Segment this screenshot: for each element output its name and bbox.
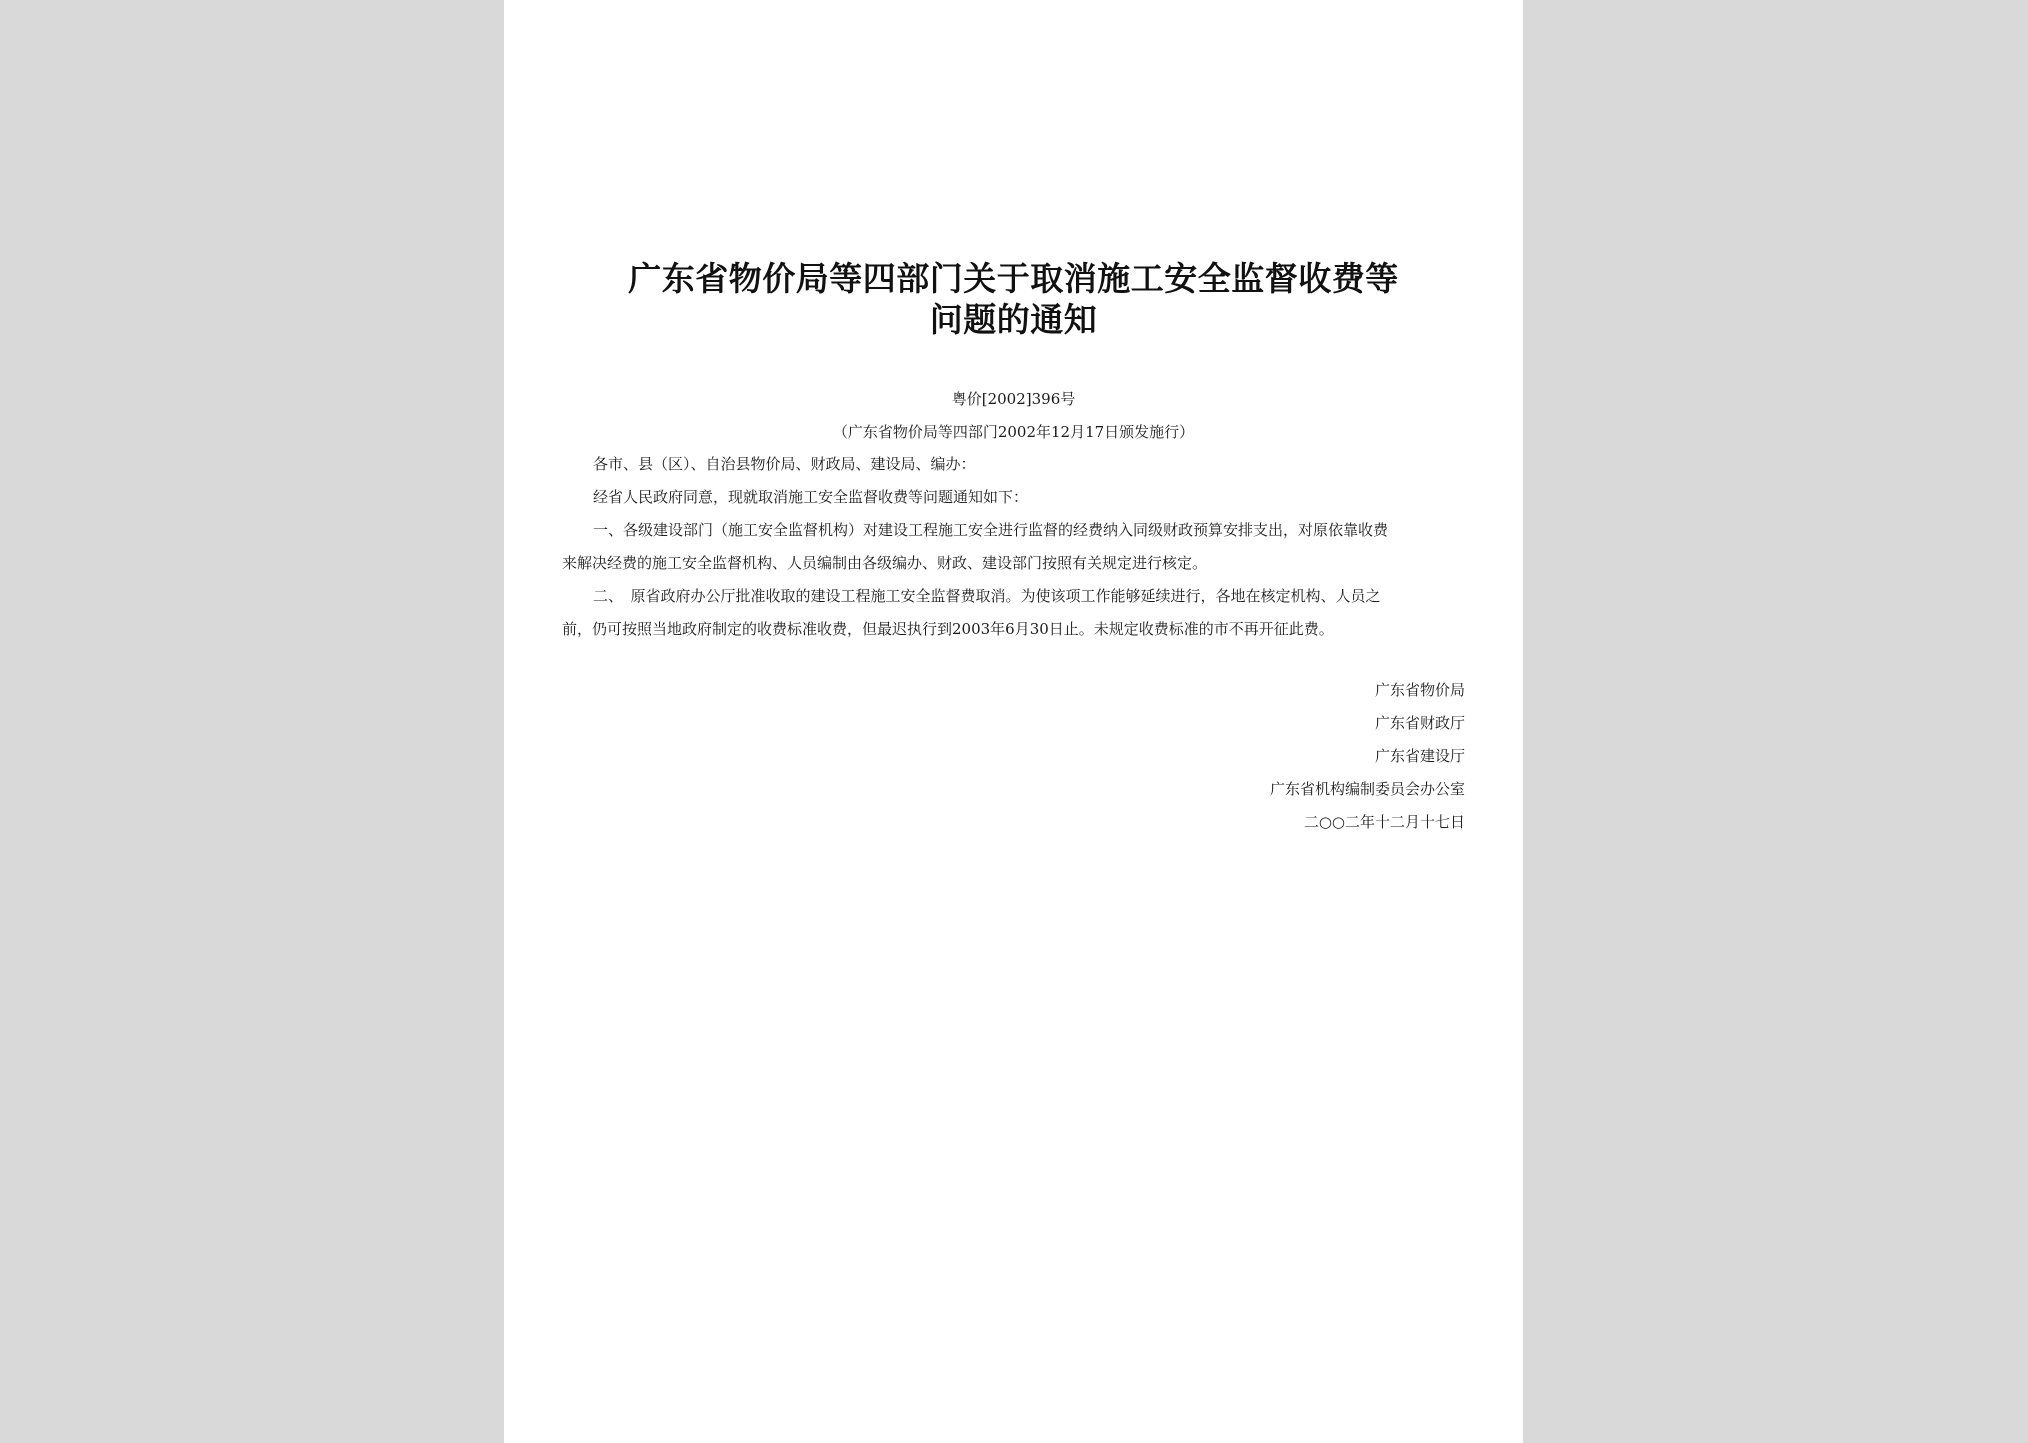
salutation: 各市、县（区）、自治县物价局、财政局、建设局、编办：	[593, 455, 976, 473]
signature-construction-dept: 广东省建设厅	[1374, 747, 1465, 765]
intro-paragraph: 经省人民政府同意，现就取消施工安全监督收费等问题通知如下：	[593, 488, 1029, 506]
item-1-line-2: 来解决经费的施工安全监督机构、人员编制由各级编办、财政、建设部门按照有关规定进行核定。	[562, 554, 1208, 572]
issue-info: （广东省物价局等四部门2002年12月17日颁发施行）	[832, 423, 1195, 441]
title-line-2: 问题的通知	[929, 300, 1098, 339]
document-title	[544, 258, 1483, 340]
title-line-1: 广东省物价局等四部门关于取消施工安全监督收费等	[628, 259, 1399, 298]
item-2-line-1: 二、 原省政府办公厅批准收取的建设工程施工安全监督费取消。为使该项工作能够延续进行，各地在核定机构、人员之	[593, 587, 1381, 605]
item-2-line-2: 前，仍可按照当地政府制定的收费标准收费，但最迟执行到2003年6月30日止。未规定收费标准的市不再开征此费。	[562, 620, 1334, 638]
signature-staffing-office: 广东省机构编制委员会办公室	[1269, 780, 1465, 798]
item-1-line-1: 一、各级建设部门（施工安全监督机构）对建设工程施工安全进行监督的经费纳入同级财政预算安排支出，对原依靠收费	[593, 521, 1389, 539]
signature-price-bureau: 广东省物价局	[1374, 681, 1465, 699]
document-page	[504, 0, 1523, 1443]
signature-finance-dept: 广东省财政厅	[1374, 714, 1465, 732]
document-number: 粤价[2002]396号	[951, 390, 1076, 408]
signature-date: 二○○二年十二月十七日	[1303, 813, 1465, 831]
